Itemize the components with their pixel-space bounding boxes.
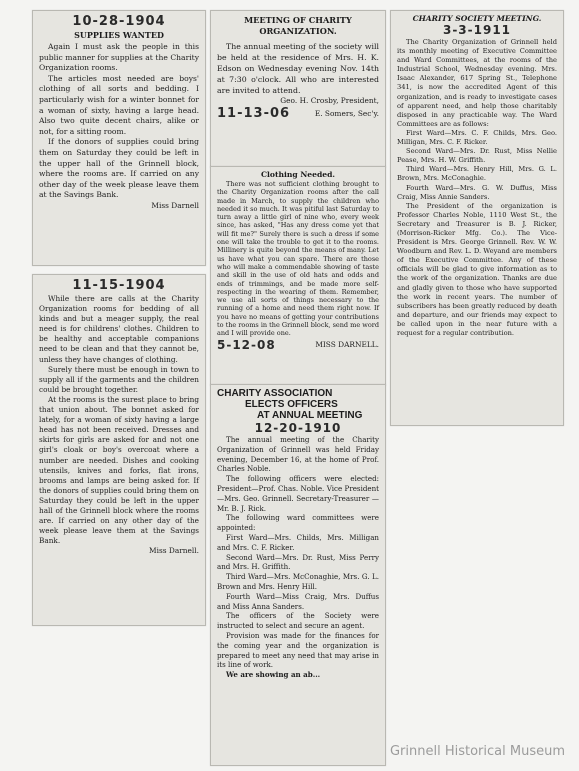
- clipping-children-clothes: [32, 274, 206, 626]
- signature: MISS DARNELL.: [315, 339, 379, 349]
- headline: ELECTS OFFICERS: [245, 399, 338, 410]
- paragraph: The annual meeting of the Charity Organization of Grinnell was held Friday evening, December 16, at the home of Prof. Charles Noble.: [217, 435, 379, 474]
- paragraph: Fourth Ward—Miss Craig, Mrs. Duffus and Miss Anna Sanders.: [217, 591, 379, 611]
- clipping-elects-officers: [210, 384, 386, 766]
- clipping-title: CHARITY SOCIETY MEETING.: [412, 14, 542, 23]
- signature-president: Geo. H. Crosby, President,: [280, 96, 379, 105]
- paragraph: Second Ward—Mrs. Dr. Rust, Miss Nellie Pease, Mrs. H. W. Griffith.: [397, 147, 557, 165]
- paragraph: Second Ward—Mrs. Dr. Rust, Miss Perry and Mrs. H. Griffith.: [217, 552, 379, 572]
- paragraph: Provision was made for the finances for the coming year and the organization is prepared to meet any need that may arise in its line of work.: [217, 630, 379, 670]
- handwritten-date: 11-15-1904: [72, 278, 166, 293]
- clipping-title: Clothing Needed.: [260, 170, 336, 179]
- paragraph: There was not sufficient clothing brought to the Charity Organization rooms after the call made in March, to supply the children who needed it so much. It was pitiful last Saturday to turn away a little girl of nine who, every week since, has asked, "Has any dress come yet that will fit me?" Surely there is such a dress if some one will take the trouble to get it to the rooms. Millinery is quite beyond the means of many. Let us have what you can spare. There are those who will make a commendable showing of taste and skill in the use of old hats and odds and ends of trimmings, and be made more self-respecting in the wearing of them. Remember, we use all sorts of things necessary to the running of a home and need them right now. If you have no means of getting your contributions to the rooms in the Grinnell block, send me word and I will provide one.: [217, 180, 379, 338]
- clipping-title: MEETING OF CHARITY ORGANIZATION.: [244, 15, 352, 36]
- paragraph: The Charity Organization of Grinnell held its monthly meeting of Executive Committee and Ward Committees, at the rooms of the Industrial School, Wednesday evening. Mrs. Isaac Alexander, 617 Spring St., Telephone 341, is now the accredited Agent of this organization, and is ready to investigate cases of apparent need, and help those charitably disposed in any practicable way. The Ward Committees are as follows:: [397, 38, 557, 128]
- handwritten-date: 12-20-1910: [254, 421, 342, 435]
- paragraph: Third Ward—Mrs. Henry Hill, Mrs. G. L. Brown, Mrs. McConaghie.: [397, 165, 557, 183]
- headline: CHARITY ASSOCIATION: [217, 388, 333, 399]
- paragraph: Surely there must be enough in town to supply all if the garments and the children could be brought together.: [39, 364, 199, 394]
- handwritten-date: 3-3-1911: [442, 23, 512, 37]
- cut-off-line: We are showing an ab...: [226, 670, 321, 680]
- paragraph: First Ward—Mrs. C. F. Childs, Mrs. Geo. Milligan, Mrs. C. F. Ricker.: [397, 128, 557, 147]
- clipping-meeting-notice: [210, 10, 386, 168]
- museum-watermark: Grinnell Historical Museum: [389, 744, 565, 759]
- signature: Miss Darnell: [151, 200, 199, 210]
- handwritten-date: 11-13-06: [217, 106, 291, 121]
- paragraph: The annual meeting of the society will be held at the residence of Mrs. H. K. Edson on Wednesday evening Nov. 14th at 7:30 o'clock. All who are interested are invited to attend.: [217, 42, 379, 95]
- paragraph: The President of the organization is Professor Charles Noble, 1110 West St., the Secretary and Treasurer is B. J. Ricker, (Morrison-Ricker Mfg. Co.). The Vice-President is Mrs. George Grinnell. Rev. W. W. Woodburn and Rev. L. D. Weyand are members of the Executive Committee. Any of these officials will be glad to give information as to the work of the organization. Thanks are due and gladly given to those who have supported the work in recent years. The number of subscribers has been greatly reduced by death and departure, and our friends may expect to be called upon in the near future with a request for a regular contribution.: [397, 201, 557, 337]
- paragraph: The following ward committees were appointed:: [217, 513, 379, 533]
- paragraph: Again I must ask the people in this public manner for supplies at the Charity Organization rooms.: [39, 42, 199, 73]
- handwritten-date: 10-28-1904: [72, 14, 166, 29]
- clipping-supplies-wanted: [32, 10, 206, 266]
- paragraph: If the donors of supplies could bring them on Saturday they could be left in the upper hall of the Grinnell block, where the rooms are. If carried on any other day of the week please leave them at the Savings Bank.: [39, 137, 199, 200]
- headline: AT ANNUAL MEETING: [257, 410, 363, 421]
- paragraph: The officers of the Society were instructed to select and secure an agent.: [217, 611, 379, 631]
- paragraph: Fourth Ward—Mrs. G. W. Duffus, Miss Craig, Miss Annie Sanders.: [397, 183, 557, 201]
- paragraph: The articles most needed are boys' clothing of all sorts and bedding. I particularly wish for a winter bonnet for a woman of sixty, having a large head. Also two quite decent chairs, alike or not, for a sitting room.: [39, 73, 199, 136]
- handwritten-date: 5-12-08: [217, 337, 276, 352]
- paragraph: At the rooms is the surest place to bring that union about. The bonnet asked for lately, for a woman of sixty having a large head has not been received. Dresses and skirts for girls are asked for and not one girl's cloak or boy's overcoat where a number are needed. Dishes and cooking utensils, knives and forks, flat irons, brooms and lamps are being asked for. If the donors of supplies could bring them on Saturday they could be left in the upper hall of the Grinnell block where the rooms are. If carried on any other day of the week please leave them at the Savings Bank.: [39, 394, 199, 546]
- paragraph: Third Ward—Mrs. McConaghie, Mrs. G. L. Brown and Mrs. Henry Hill.: [217, 572, 379, 591]
- clipping-title: SUPPLIES WANTED: [74, 30, 164, 40]
- paragraph: The following officers were elected: President—Prof. Chas. Noble. Vice President—Mrs. Geo. Grinnell. Secretary-Treasurer — Mr. B. J. Rick.: [217, 474, 379, 513]
- clipping-clothing-needed: [210, 166, 386, 386]
- clipping-society-meeting: [390, 10, 564, 426]
- signature-secretary: E. Somers, Sec'y.: [314, 108, 379, 118]
- signature: Miss Darnell.: [149, 546, 199, 556]
- paragraph: First Ward—Mrs. Childs, Mrs. Milligan and Mrs. C. F. Ricker.: [217, 532, 379, 552]
- paragraph: While there are calls at the Charity Organization rooms for bedding of all kinds and but a meager supply, the real need is for childrens' clothes. Children to be healthy and acceptable companions need to be clean and that they cannot be, unless they have changes of clothing.: [39, 294, 199, 364]
